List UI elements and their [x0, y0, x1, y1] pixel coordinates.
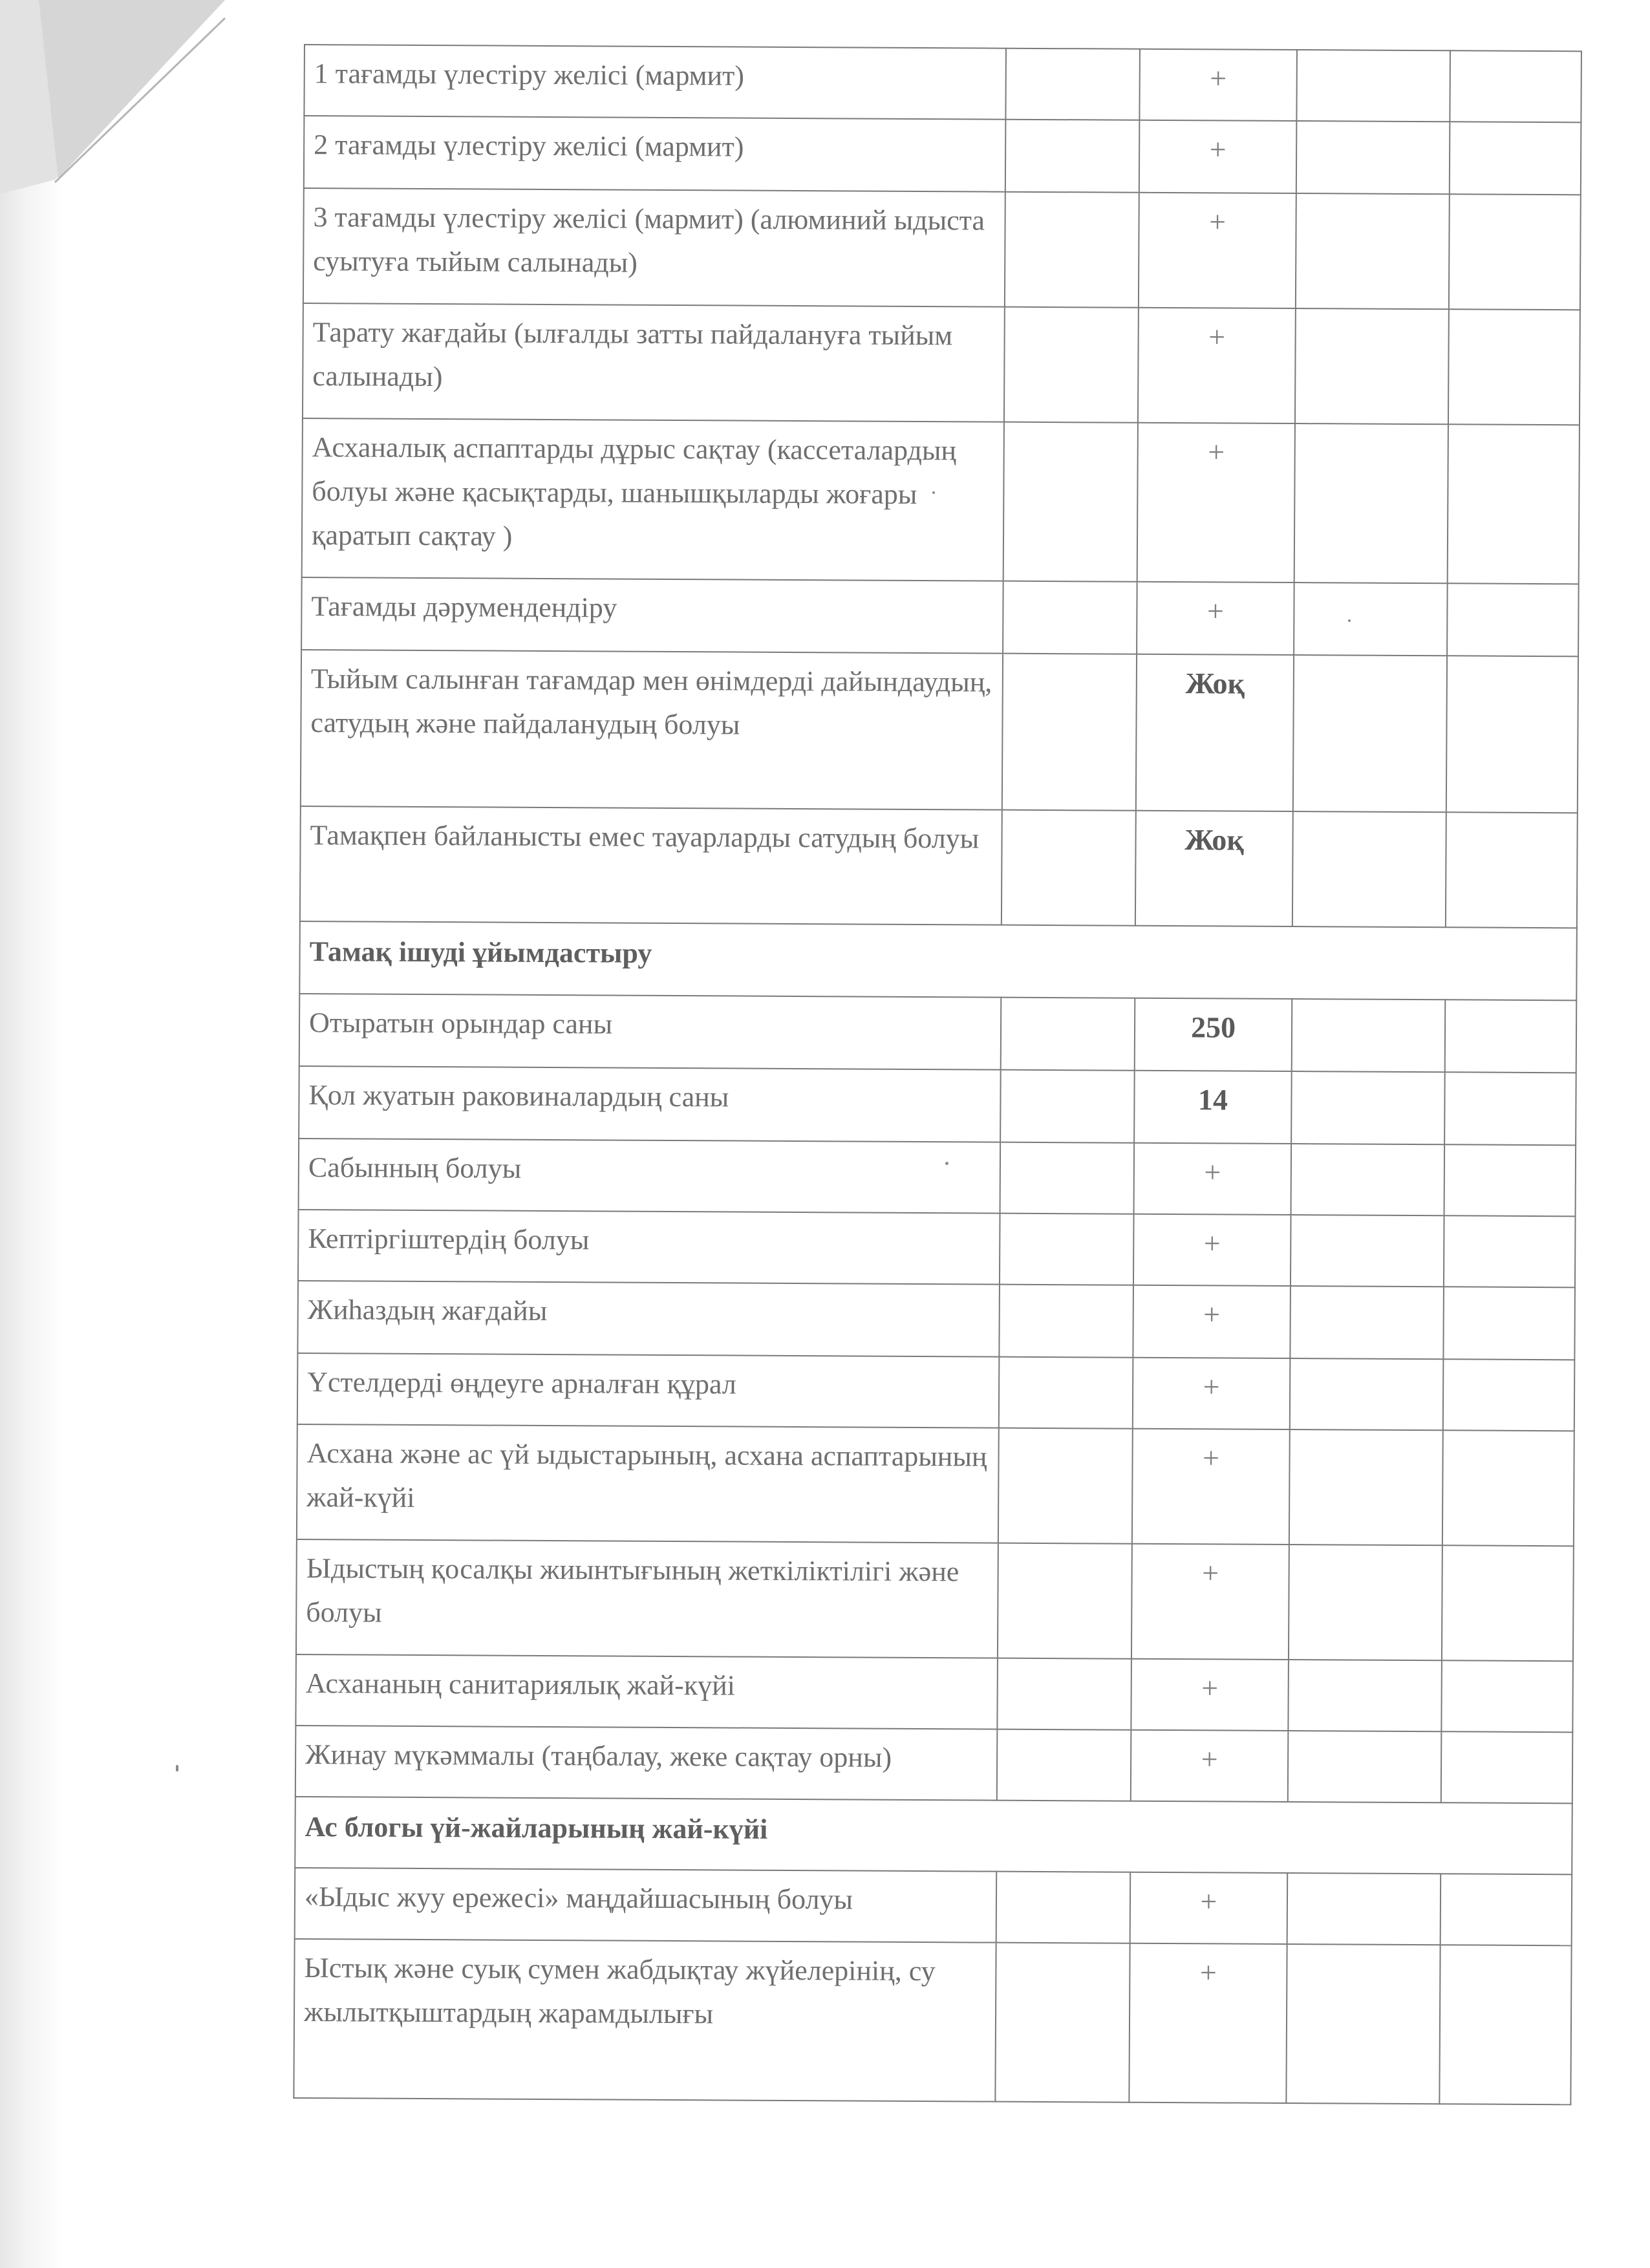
section-header-row: [299, 921, 1577, 1000]
table-row: [297, 1281, 1575, 1360]
result-mark-cell: 250: [1135, 998, 1292, 1071]
empty-cell: [1296, 50, 1450, 122]
table-row: [294, 1939, 1571, 2104]
empty-cell: [1296, 193, 1450, 309]
empty-cell: [1295, 308, 1449, 424]
criterion-cell: «Ыдыс жуу ережесі» маңдайшасының болуы: [295, 1868, 997, 1943]
criterion-cell: Тағамды дәрумендендіру: [301, 577, 1003, 654]
table-row: [299, 1139, 1576, 1216]
empty-cell: [1443, 1359, 1575, 1431]
result-mark-cell: +: [1131, 1730, 1289, 1802]
empty-cell: [1442, 1430, 1574, 1546]
empty-cell: [997, 1729, 1131, 1801]
criterion-cell: Ыдыстың қосалқы жиынтығының жеткіліктілігі және болуы: [296, 1539, 998, 1658]
criterion-cell: Қол жуатын раковиналардың саны: [299, 1066, 1001, 1142]
empty-cell: [1291, 1144, 1445, 1215]
empty-cell: [1000, 1070, 1135, 1143]
criterion-cell: Асханалық аспаптарды дұрыс сақтау (кассеталардың болуы және қасықтарды, шанышқыларды жоғары қаратып сақтау ): [302, 418, 1004, 581]
empty-cell: [1000, 1142, 1135, 1214]
empty-cell: [997, 1658, 1131, 1730]
table-row: [296, 1539, 1574, 1661]
criterion-cell: 1 тағамды үлестіру желісі (мармит): [304, 45, 1006, 120]
empty-cell: [998, 1543, 1132, 1659]
table-row: [301, 577, 1579, 656]
scan-edge-shadow: [0, 0, 65, 2268]
criterion-cell: Асхана және ас үй ыдыстарының, асхана аспаптарының жай-күйі: [297, 1424, 999, 1543]
table-row: [295, 1868, 1572, 1945]
empty-cell: [1445, 1000, 1577, 1073]
criterion-cell: Кептіргіштердің болуы: [298, 1210, 1000, 1285]
table-row: [303, 188, 1581, 310]
empty-cell: [1447, 583, 1579, 656]
table-row: [304, 116, 1581, 195]
inspection-checklist-table: [293, 44, 1582, 2105]
empty-cell: [1444, 1144, 1576, 1216]
empty-cell: [996, 1872, 1131, 1943]
table-row: [302, 418, 1580, 584]
empty-cell: [1450, 50, 1581, 122]
empty-cell: [999, 1357, 1133, 1429]
criterion-cell: Отыратын орындар саны: [299, 994, 1002, 1070]
section-header-row: [295, 1797, 1572, 1874]
empty-cell: [1287, 1873, 1441, 1945]
empty-cell: [1446, 812, 1578, 928]
empty-cell: [1293, 655, 1447, 812]
empty-cell: [1002, 810, 1136, 926]
table-row: [299, 1066, 1576, 1145]
empty-cell: [1002, 654, 1137, 811]
empty-cell: [1289, 1545, 1442, 1660]
table-row: [301, 650, 1578, 813]
empty-cell: [995, 1943, 1130, 2102]
empty-cell: [1288, 1660, 1442, 1731]
empty-cell: [1443, 1287, 1575, 1360]
empty-cell: [1291, 1215, 1444, 1287]
criterion-cell: Жинау мүкәммалы (таңбалау, жеке сақтау орны): [295, 1726, 998, 1801]
result-mark-cell: +: [1131, 1544, 1289, 1660]
empty-cell: [1441, 1731, 1573, 1803]
empty-cell: [1001, 998, 1135, 1071]
empty-cell: [1441, 1874, 1572, 1945]
empty-cell: [1294, 583, 1448, 656]
table-row: [295, 1654, 1573, 1732]
empty-cell: [1005, 192, 1139, 308]
result-mark-cell: +: [1139, 193, 1296, 308]
empty-cell: [1290, 1358, 1444, 1430]
table-row: [297, 1353, 1575, 1431]
empty-cell: [1441, 1660, 1573, 1732]
empty-cell: [1292, 999, 1446, 1072]
section-title: Ас блогы үй-жайларының жай-күйі: [295, 1797, 1572, 1874]
empty-cell: [1003, 581, 1137, 654]
folded-page-corner: [0, 0, 233, 194]
result-mark-cell: +: [1137, 423, 1295, 583]
empty-cell: [1005, 48, 1140, 120]
empty-cell: [1289, 1429, 1443, 1545]
empty-cell: [1005, 120, 1140, 193]
result-mark-cell: +: [1134, 1143, 1292, 1215]
criterion-cell: Тыйым салынған тағамдар мен өнімдерді дайындаудың, сатудың және пайдаланудың болуы: [301, 650, 1003, 810]
empty-cell: [1000, 1214, 1134, 1285]
empty-cell: [1292, 811, 1446, 927]
table-row: [295, 1726, 1573, 1803]
result-mark-cell: +: [1139, 120, 1297, 193]
result-mark-cell: +: [1130, 1872, 1288, 1944]
table-body: [294, 45, 1581, 2104]
result-mark-cell: +: [1137, 582, 1294, 655]
table-row: [304, 45, 1581, 122]
table-row: [300, 806, 1578, 928]
empty-cell: [1448, 309, 1580, 425]
criterion-cell: Асхананың санитариялық жай-күйі: [295, 1654, 998, 1729]
result-mark-cell: +: [1133, 1285, 1291, 1358]
empty-cell: [1288, 1731, 1442, 1803]
criterion-cell: Тамақпен байланысты емес тауарларды сатудың болуы: [300, 806, 1002, 925]
empty-cell: [1446, 656, 1578, 813]
empty-cell: [1291, 1071, 1445, 1144]
empty-cell: [1450, 122, 1581, 195]
result-mark-cell: Жоқ: [1136, 654, 1294, 811]
criterion-cell: 3 тағамды үлестіру желісі (мармит) (алюминий ыдыста суытуға тыйым салынады): [303, 188, 1005, 307]
result-mark-cell: +: [1133, 1358, 1291, 1429]
result-mark-cell: +: [1129, 1943, 1287, 2103]
table-row: [297, 1424, 1574, 1546]
empty-cell: [1439, 1945, 1571, 2104]
table-row: [298, 1210, 1576, 1287]
table-row: [303, 303, 1580, 425]
criterion-cell: Тарату жағдайы (ылғалды затты пайдалануға тыйым салынады): [303, 303, 1005, 422]
empty-cell: [1444, 1215, 1576, 1287]
result-mark-cell: +: [1133, 1214, 1291, 1286]
result-mark-cell: +: [1139, 49, 1297, 121]
criterion-cell: 2 тағамды үлестіру желісі (мармит): [304, 116, 1006, 192]
empty-cell: [1444, 1072, 1576, 1145]
result-mark-cell: +: [1131, 1659, 1289, 1731]
result-mark-cell: Жоқ: [1135, 811, 1293, 926]
criterion-cell: Жиһаздың жағдайы: [297, 1281, 1000, 1357]
empty-cell: [1290, 1286, 1444, 1359]
empty-cell: [1286, 1944, 1440, 2104]
criterion-cell: Үстелдерді өңдеуге арналған құрал: [297, 1353, 1000, 1428]
empty-cell: [998, 1428, 1133, 1544]
section-title: Тамақ ішуді ұйымдастыру: [299, 921, 1577, 1000]
empty-cell: [1449, 194, 1581, 310]
empty-cell: [1442, 1545, 1574, 1661]
table-row: [299, 994, 1577, 1073]
empty-cell: [1296, 121, 1450, 194]
result-mark-cell: +: [1132, 1429, 1290, 1545]
empty-cell: [1294, 423, 1448, 583]
empty-cell: [1004, 307, 1139, 423]
result-mark-cell: +: [1138, 308, 1296, 423]
result-mark-cell: 14: [1134, 1071, 1292, 1144]
scan-speck: [176, 1765, 178, 1771]
criterion-cell: Сабынның болуы: [299, 1139, 1001, 1214]
empty-cell: [1448, 424, 1580, 584]
empty-cell: [1003, 422, 1138, 582]
criterion-cell: Ыстық және суық сумен жабдықтау жүйелерінің, су жылытқыштардың жарамдылығы: [294, 1939, 996, 2102]
empty-cell: [999, 1285, 1133, 1358]
